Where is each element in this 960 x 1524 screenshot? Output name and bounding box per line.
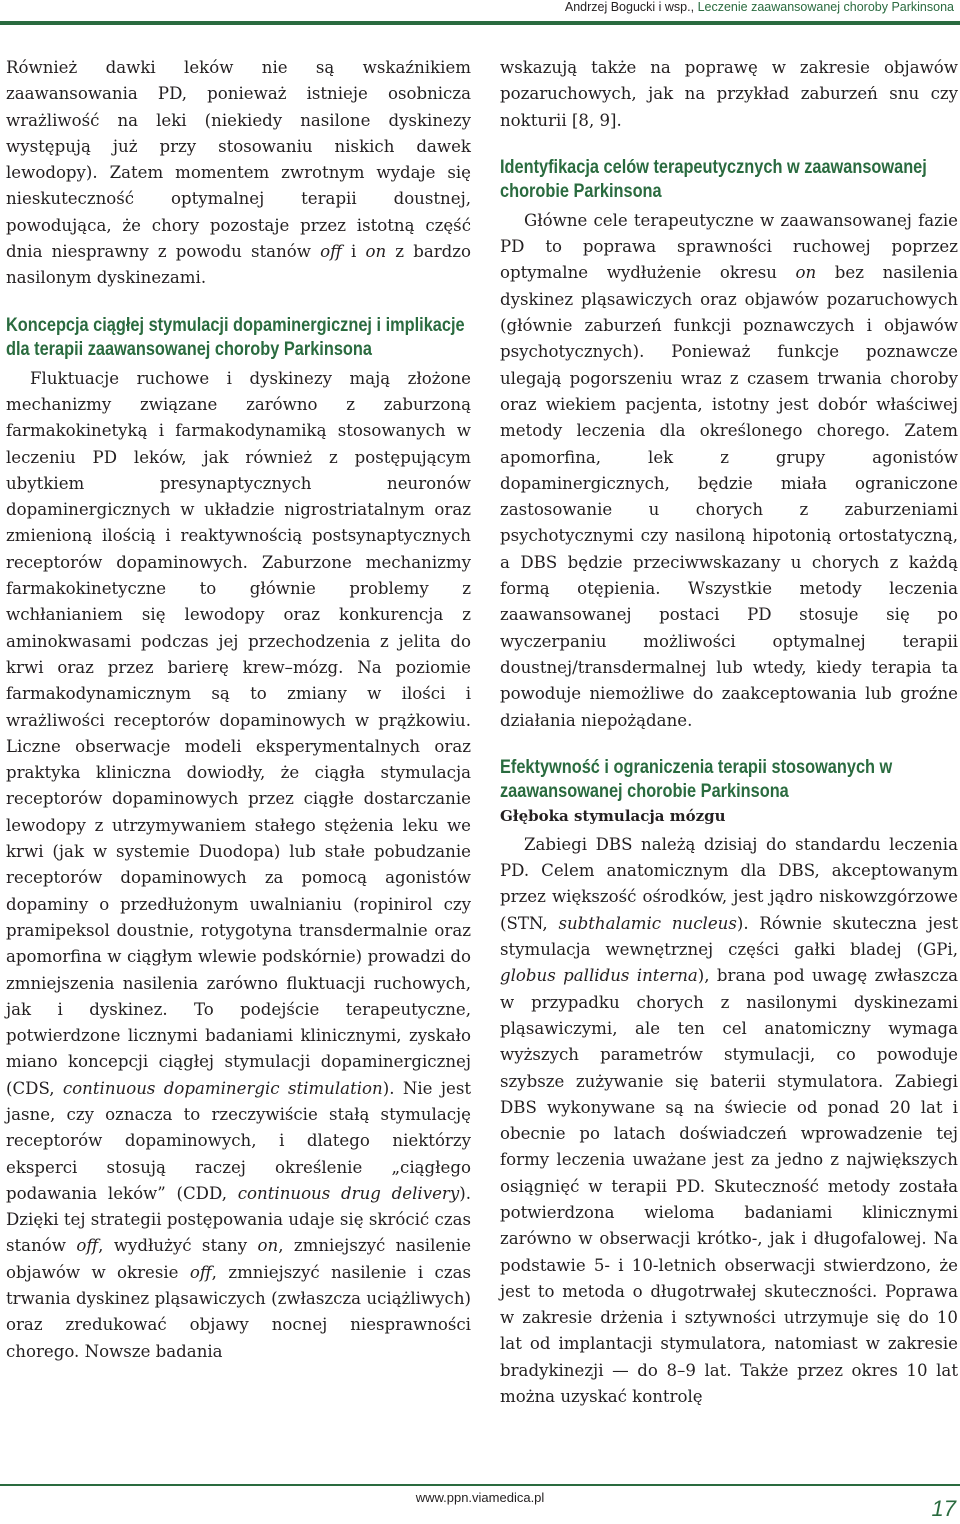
section-heading-effectiveness: Efektywność i ograniczenia terapii stosowanych w zaawansowanej chorobie Parkinsona: [500, 756, 893, 802]
left-column: [6, 55, 471, 1365]
italic-term: off: [76, 1236, 99, 1256]
footer-url: www.ppn.viamedica.pl: [415, 1490, 545, 1505]
text-run: z bardzo nasilonym dyskinezami.: [6, 242, 471, 288]
paragraph-goals: [500, 208, 958, 734]
section-heading-goals: Identyfikacja celów terapeutycznych w zaawansowanej chorobie Parkinsona: [500, 156, 927, 202]
text-run: , zmniejszyć nasilenie objawów w okresie: [6, 1236, 472, 1282]
text-run: i: [341, 242, 366, 262]
italic-term: continuous drug delivery: [237, 1183, 460, 1203]
text-run: ). Nie jest jasne, czy oznacza to rzeczywiście stałą stymulację receptorów dopaminowych, i dlatego niektórzy eksperci stosują raczej określenie „ciągłego podawania leków” (CDD,: [6, 1078, 471, 1203]
italic-term: on: [257, 1236, 279, 1256]
text-run: , zmniejszyć nasilenie i czas trwania dyskinez pląsawiczych (zwłaszcza uciążliwych) oraz zredukować objawy nocnej niesprawności chorego. Nowsze badania: [6, 1262, 471, 1361]
italic-term: continuous dopaminergic stimulation: [62, 1078, 383, 1098]
text-run: ). Równie skuteczna jest stymulacja wewnętrznej części gałki bladej (GPi,: [500, 913, 958, 960]
section-heading-cds: Koncepcja ciągłej stymulacji dopaminergicznej i implikacje dla terapii zaawansowanej choroby Parkinsona: [6, 314, 465, 360]
footer-rule: [0, 1484, 960, 1486]
header-authors: Andrzej Bogucki i wsp.: [564, 0, 691, 14]
text-run: ), brana pod uwagę zwłaszcza w przypadku chorych z nasilonymi dyskinezami pląsawiczymi, ale ten cel anatomiczny wymaga wyższych parametrów stymulacji, co powoduje szybsze zużywanie się baterii stymulatora. Zabiegi DBS wykonywane są na świecie od ponad 20 lat i obecnie po latach doświadczeń wprowadzenie tej formy leczenia uważane jest za jedno z największych osiągnięć w terapii PD. Skuteczność metody została potwierdzona wieloma badaniami klinicznymi zarówno w obserwacji krótko-, jak i długofalowej. Na podstawie 5- i 10-letnich obserwacji stwierdzono, że jest to metoda o długotrwałej skuteczności. Poprawa w zakresie drżenia i sztywności utrzymuje się do 10 lat od implantacji stymulatora, natomiast w zakresie bradykinezji — do 8–9 lat. Także przez okres 10 lat można uzyskać kontrolę: [500, 966, 958, 1407]
header-separator: ,: [690, 0, 698, 14]
header-article-title: Leczenie zaawansowanej choroby Parkinsona: [697, 0, 954, 14]
text-run: , wydłużyć stany: [98, 1236, 258, 1256]
paragraph-continuation: wskazują także na poprawę w zakresie objawów pozaruchowych, jak na przykład zaburzeń snu czy nokturii [8, 9].: [500, 58, 958, 130]
paragraph-intro: [6, 55, 471, 292]
text-run: bez nasilenia dyskinez pląsawiczych oraz objawów pozaruchowych (głównie zaburzeń funkcji poznawczych i objawów psychotycznych). Ponieważ funkcje poznawcze ulegają pogorszeniu wraz z czasem trwania choroby oraz wiekiem pacjenta, istotny jest dobór właściwej metody leczenia dla określonego chorego. Zatem apomorfina, lek z grupy agonistów dopaminergicznych, będzie miała ograniczone zastosowanie u chorych z zaburzeniami psychotycznymi czy nasiloną hipotonią ortostatyczną, a DBS będzie przeciwwskazany u chorych z każdą formą otępienia. Wszystkie metody leczenia zaawansowanej postaci PD stosuje się po wyczerpaniu możliwości optymalnej terapii doustnej/transdermalnej lub wtedy, kiedy terapia ta powoduje niemożliwe do zaakceptowania lub groźne działania niepożądane.: [500, 263, 958, 730]
right-column: [500, 55, 958, 1410]
text-run: Fluktuacje ruchowe i dyskinezy mają złożone mechanizmy związane zarówno z zaburzoną farmakokinetyką i farmakodynamiką stosowanych w leczeniu PD leków, jak również z postępującym ubytkiem presynaptycznych neuronów dopaminergicznych w układzie nigrostriatalnym oraz zmienioną ilością i reaktywnością postsynaptycznych receptorów dopaminowych. Zaburzone mechanizmy farmakokinetyczne to głównie problemy z wchłanianiem się lewodopy oraz konkurencja z aminokwasami podczas jej przechodzenia z jelita do krwi oraz przez barierę krew–mózg. Na poziomie farmakodynamicznym są to zmiany w ilości i wrażliwości receptorów dopaminowych w prążkowiu. Liczne obserwacje modeli eksperymentalnych oraz praktyka kliniczna dowiodły, że ciągła stymulacja receptorów dopaminowych przez ciągłe dostarczanie lewodopy z utrzymywaniem stałego stężenia leku we krwi (jak w systemie Duodopa) lub stałe pobudzanie receptorów dopaminowych za pomocą agonistów dopaminy o przedłużonym uwalnianiu (ropinirol czy pramipeksol doustnie, rotygotyna transdermalnie oraz apomorfina w ciągłym wlewie podskórnie) prowadzi do zmniejszenia nasilenia zarówno fluktuacji ruchowych, jak i dyskinez. To podejście terapeutyczne, potwierdzone licznymi badaniami klinicznymi, zyskało miano koncepcji ciągłej stymulacji dopaminergicznej (CDS,: [6, 368, 471, 1098]
italic-term: subthalamic nucleus: [558, 913, 737, 933]
text-run: Główne cele terapeutyczne w zaawansowanej fazie PD to poprawa sprawności ruchowej poprzez optymalne wydłużenie okresu: [500, 210, 958, 283]
text-run: ). Dzięki tej strategii postępowania udaje się skrócić czas stanów: [6, 1183, 471, 1256]
running-header: [565, 0, 954, 12]
text-run: Również dawki leków nie są wskaźnikiem zaawansowania PD, ponieważ istnieje osobnicza wrażliwość na leki (niekiedy nasilone dyskinezy występują już przy stosowaniu niskich dawek lewodopy). Zatem momentem zwrotnym wydaje się nieskuteczność optymalnej terapii doustnej, powodująca, że chory pozostaje przez istotną część dnia niesprawny z powodu stanów: [6, 58, 471, 262]
italic-term: globus pallidus interna: [500, 966, 698, 986]
italic-term: off: [320, 242, 342, 262]
paragraph-dbs: [500, 832, 958, 1411]
italic-term: off: [189, 1262, 212, 1282]
subsection-heading-dbs: Głęboka stymulacja mózgu: [500, 806, 726, 825]
italic-term: on: [365, 242, 387, 262]
text-run: Zabiegi DBS należą dzisiaj do standardu leczenia PD. Celem anatomicznym dla DBS, akceptowanym przez większość ośrodków, jest jądro niskowzgórzowe (STN,: [500, 834, 958, 933]
page-number: 17: [931, 1496, 956, 1521]
header-rule: [0, 21, 960, 25]
paragraph-cds: [6, 366, 471, 1365]
italic-term: on: [795, 263, 817, 283]
